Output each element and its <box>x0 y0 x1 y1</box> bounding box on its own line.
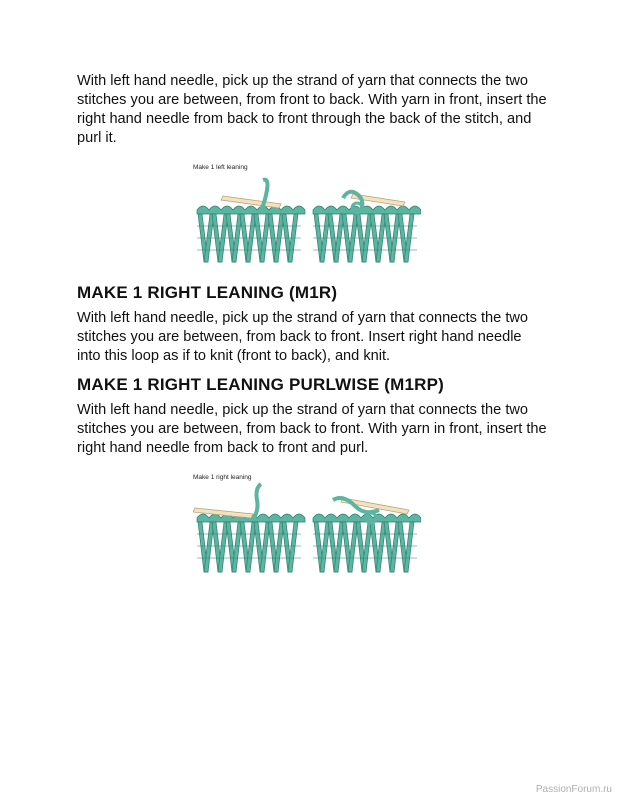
watermark: PassionForum.ru <box>535 784 612 795</box>
swatch-left-before <box>195 180 305 262</box>
m1r-paragraph: With left hand needle, pick up the strand of yarn that connects the two stitches you are between, from back to front. Insert right hand needle into this loop as if to knit (front to back), and knit. <box>77 310 529 364</box>
swatch-right-before <box>193 484 305 572</box>
swatch-right-after <box>311 498 421 572</box>
heading-m1r: MAKE 1 RIGHT LEANING (M1R) <box>77 283 338 302</box>
figure-make-1-right-leaning <box>193 474 421 574</box>
figure-make-1-left-leaning <box>193 164 421 264</box>
figure-label-left-leaning: Make 1 left leaning <box>193 164 248 171</box>
m1rp-paragraph: With left hand needle, pick up the strand of yarn that connects the two stitches you are between, from back to front. With yarn in front, insert the right hand needle from back to front and purl. <box>77 402 547 456</box>
swatch-left-after <box>311 192 421 262</box>
knitting-illustration-left <box>193 168 421 264</box>
intro-paragraph: With left hand needle, pick up the strand of yarn that connects the two stitches you are between, from front to back. With yarn in front, insert the right hand needle from back to front through the back of the stitch, and purl it. <box>77 73 547 146</box>
figure-label-right-leaning: Make 1 right leaning <box>193 474 252 481</box>
knitting-illustration-right <box>193 478 421 574</box>
heading-m1rp: MAKE 1 RIGHT LEANING PURLWISE (M1RP) <box>77 375 445 394</box>
